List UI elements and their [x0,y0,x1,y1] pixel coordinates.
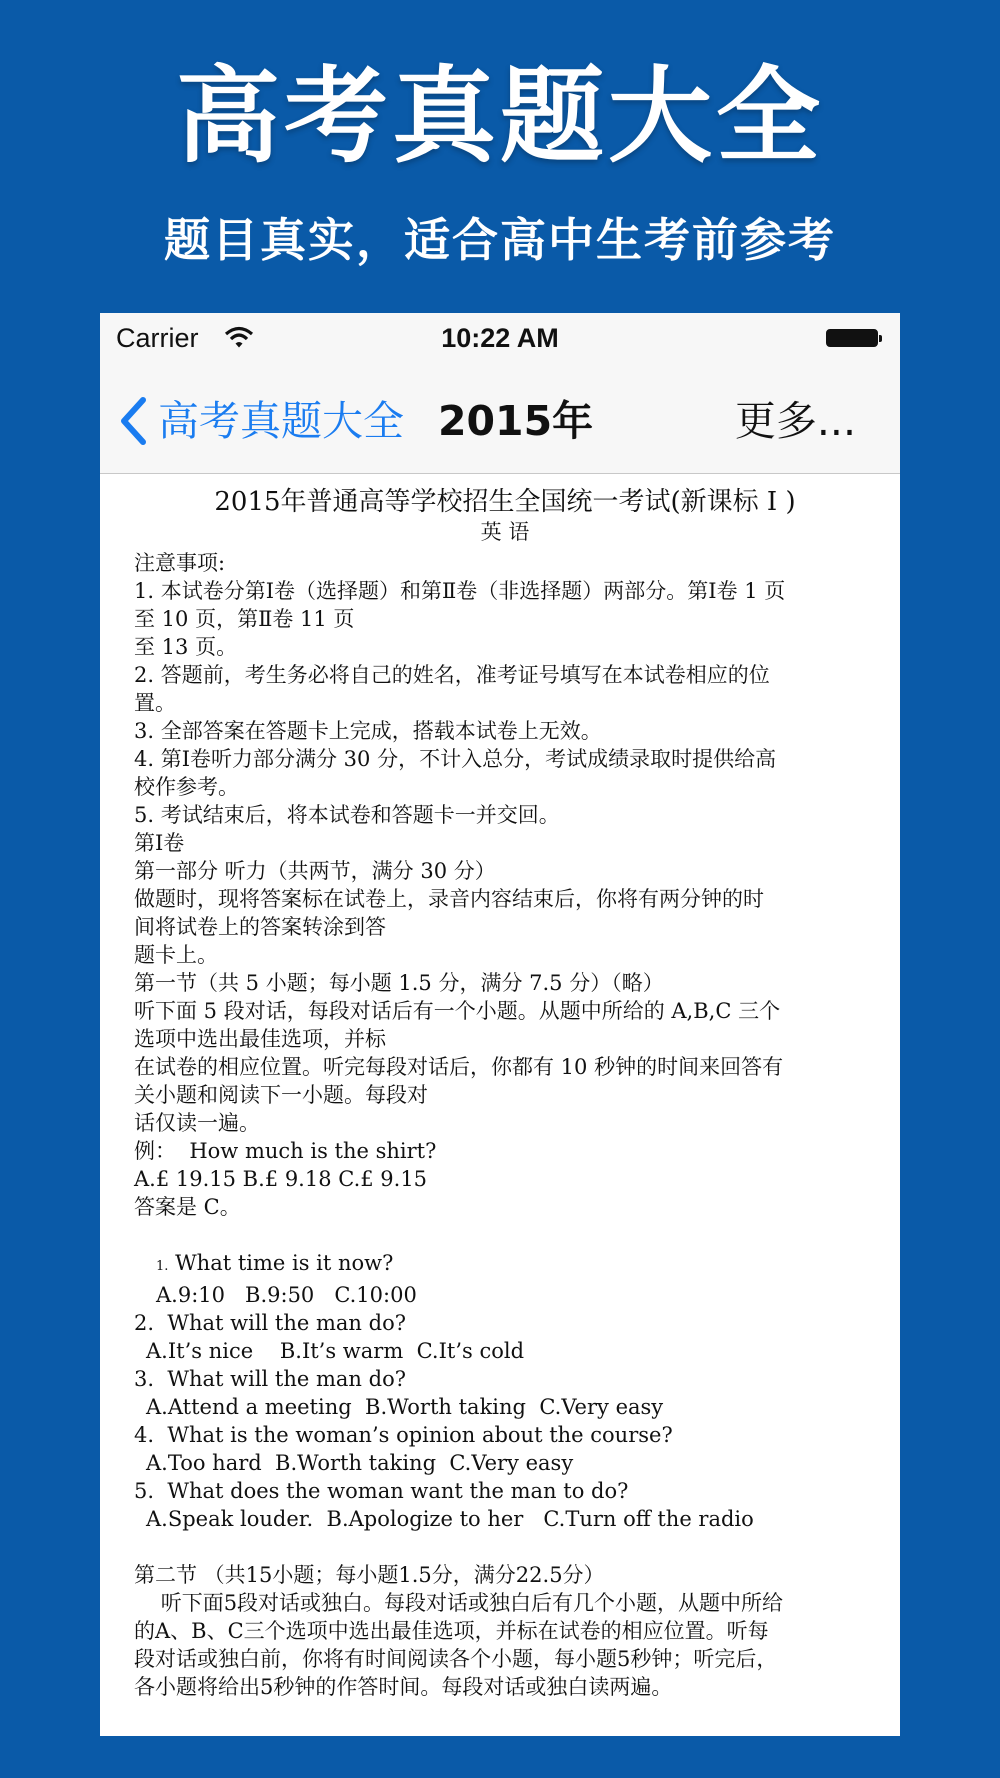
question-3: 3. What will the man do? [134,1367,406,1391]
question-5-options: A.Speak louder. B.Apologize to her C.Turn off the radio [146,1507,754,1531]
notice-heading: 注意事项: [134,551,226,575]
question-1 [134,1249,894,1281]
notice-line: 4. 第Ⅰ卷听力部分满分 30 分，不计入总分，考试成绩录取时提供给高 [134,747,777,771]
question-number: 1. [156,1259,169,1274]
example-answer: 答案是 C。 [134,1195,241,1219]
status-bar [100,313,900,363]
section-two [134,1561,894,1701]
question-4: 4. What is the woman’s opinion about the course? [134,1423,673,1447]
chevron-left-icon [118,396,148,446]
section-two-line: 的A、B、C三个选项中选出最佳选项，并标在试卷的相应位置。听每 [134,1619,769,1643]
document-title: 2015年普通高等学校招生全国统一考试(新课标 I ) [214,487,796,517]
more-button[interactable]: 更多... [734,397,856,445]
back-button[interactable] [118,393,404,449]
banner-subtitle: 题目真实，适合高中生考前参考 [164,213,836,267]
part-one-line: 关小题和阅读下一小题。每段对 [134,1083,428,1107]
question-list [134,1249,894,1533]
part-one-line: 第一节（共 5 小题；每小题 1.5 分，满分 7.5 分）（略） [134,971,664,995]
battery-icon [826,329,878,347]
part-one-section [134,829,894,1221]
question-3-options: A.Attend a meeting B.Worth taking C.Very easy [146,1395,664,1419]
part-one-line: 第Ⅰ卷 [134,831,185,855]
notice-line: 1. 本试卷分第Ⅰ卷（选择题）和第Ⅱ卷（非选择题）两部分。第Ⅰ卷 1 页 [134,579,786,603]
back-button-label: 高考真题大全 [158,397,404,445]
question-4-options: A.Too hard B.Worth taking C.Very easy [146,1451,574,1475]
part-one-line: 选项中选出最佳选项，并标 [134,1027,386,1051]
part-one-line: 听下面 5 段对话，每段对话后有一个小题。从题中所给的 A,B,C 三个 [134,999,781,1023]
notice-line: 校作参考。 [134,775,239,799]
section-two-line: 听下面5段对话或独白。每段对话或独白后有几个小题，从题中所给 [134,1591,784,1615]
section-two-line: 段对话或独白前，你将有时间阅读各个小题，每小题5秒钟；听完后， [134,1647,778,1671]
question-text: What time is it now? [175,1251,394,1275]
carrier-label: Carrier [116,323,199,353]
notice-list [134,577,894,829]
question-5: 5. What does the woman want the man to do? [134,1479,629,1503]
part-one-line: 话仅读一遍。 [134,1111,260,1135]
notice-line: 2. 答题前，考生务必将自己的姓名，准考证号填写在本试卷相应的位 [134,663,770,687]
notice-line: 至 13 页。 [134,635,238,659]
section-two-line: 各小题将给出5秒钟的作答时间。每段对话或独白读两遍。 [134,1675,673,1699]
blank-line [134,1533,894,1561]
blank-line [134,1221,894,1249]
document-subject: 英 语 [480,520,530,544]
banner-title: 高考真题大全 [175,54,824,177]
notice-line: 5. 考试结束后，将本试卷和答题卡一并交回。 [134,803,560,827]
navigation-bar [100,363,900,474]
notice-line: 3. 全部答案在答题卡上完成，搭载本试卷上无效。 [134,719,602,743]
part-one-line: 在试卷的相应位置。听完每段对话后，你都有 10 秒钟的时间来回答有 [134,1055,784,1079]
section-two-heading: 第二节 （共15小题；每小题1.5分，满分22.5分） [134,1563,605,1587]
nav-title: 2015年 [438,397,594,445]
example-options: A.£ 19.15 B.£ 9.18 C.£ 9.15 [134,1167,428,1191]
example-question: 例： How much is the shirt? [134,1139,437,1163]
question-2-options: A.It’s nice B.It’s warm C.It’s cold [146,1339,525,1363]
notice-line: 置。 [134,691,176,715]
part-one-line: 第一部分 听力（共两节，满分 30 分） [134,859,496,883]
part-one-line: 间将试卷上的答案转涂到答 [134,915,386,939]
question-1-options: A.9:10 B.9:50 C.10:00 [156,1283,417,1307]
notice-line: 至 10 页，第Ⅱ卷 11 页 [134,607,355,631]
question-2: 2. What will the man do? [134,1311,406,1335]
part-one-line: 做题时，现将答案标在试卷上，录音内容结束后，你将有两分钟的时 [134,887,764,911]
status-time: 10:22 AM [441,323,559,353]
exam-document [134,485,894,1701]
phone-screen [100,313,900,1736]
part-one-line: 题卡上。 [134,943,218,967]
